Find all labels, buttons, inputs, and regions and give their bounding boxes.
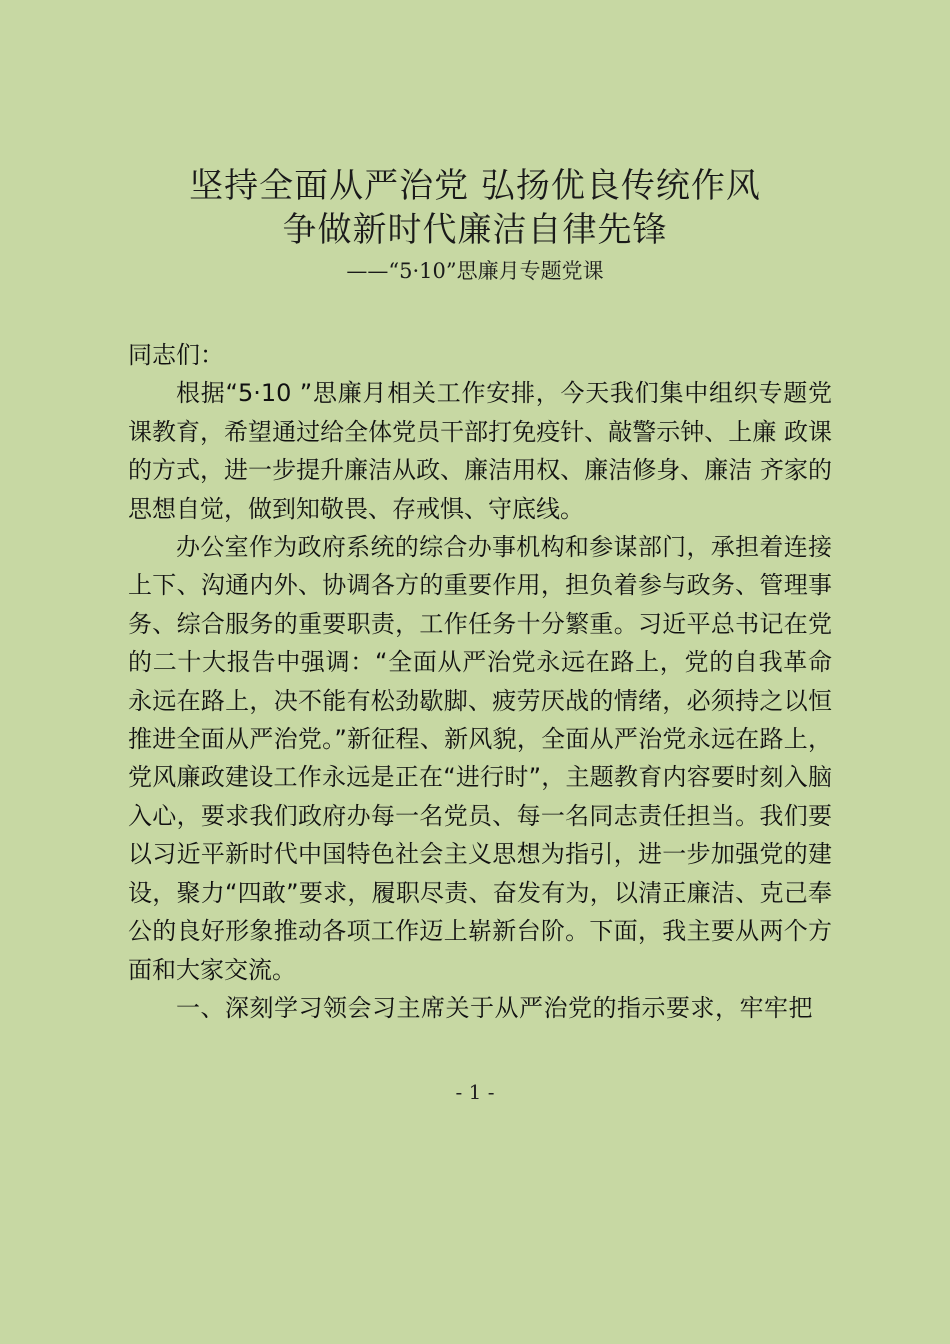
document-title-line-1: 坚持全面从严治党 弘扬优良传统作风 <box>189 166 761 206</box>
document-body <box>128 336 832 1027</box>
document-title-line-2: 争做新时代廉洁自律先锋 <box>282 210 668 250</box>
page-number: - 1 - <box>455 1080 495 1104</box>
section-heading: 一、深刻学习领会习主席关于从严治党的指示要求，牢牢把 <box>176 993 813 1022</box>
salutation: 同志们： <box>128 341 224 369</box>
document-subtitle: ——“5·10”思廉月专题党课 <box>346 259 604 283</box>
body-paragraph: 办公室作为政府系统的综合办事机构和参谋部门，承担着连接上下、沟通内外、协调各方的重要作用，担负着参与政务、管理事务、综合服务的重要职责，工作任务十分繁重。习近平总书记在党的二十大报告中强调：“全面从严治党永远在路上，党的自我革命永远在路上，决不能有松劲歇脚、疲劳厌战的情绪，必须持之以恒推进全面从严治党。”新征程、新风貌，全面从严治党永远在路上，党风廉政建设工作永远是正在“进行时”，主题教育内容要时刻入脑入心，要求我们政府办每一名党员、每一名同志责任担当。我们要以习近平新时代中国特色社会主义思想为指引，进一步加强党的建设，聚力“四敢”要求，履职尽责、奋发有为，以清正廉洁、克己奉公的良好形象推动各项工作迈上崭新台阶。下面，我主要从两个方面和大家交流。 <box>128 533 832 984</box>
body-paragraph: 根据“5·10 ”思廉月相关工作安排，今天我们集中组织专题党课教育，希望通过给全体党员干部打免疫针、敲警示钟、上廉 政课的方式，进一步提升廉洁从政、廉洁用权、廉洁修身、廉洁 齐家的思想自觉，做到知敬畏、存戒惧、守底线。 <box>128 379 832 523</box>
